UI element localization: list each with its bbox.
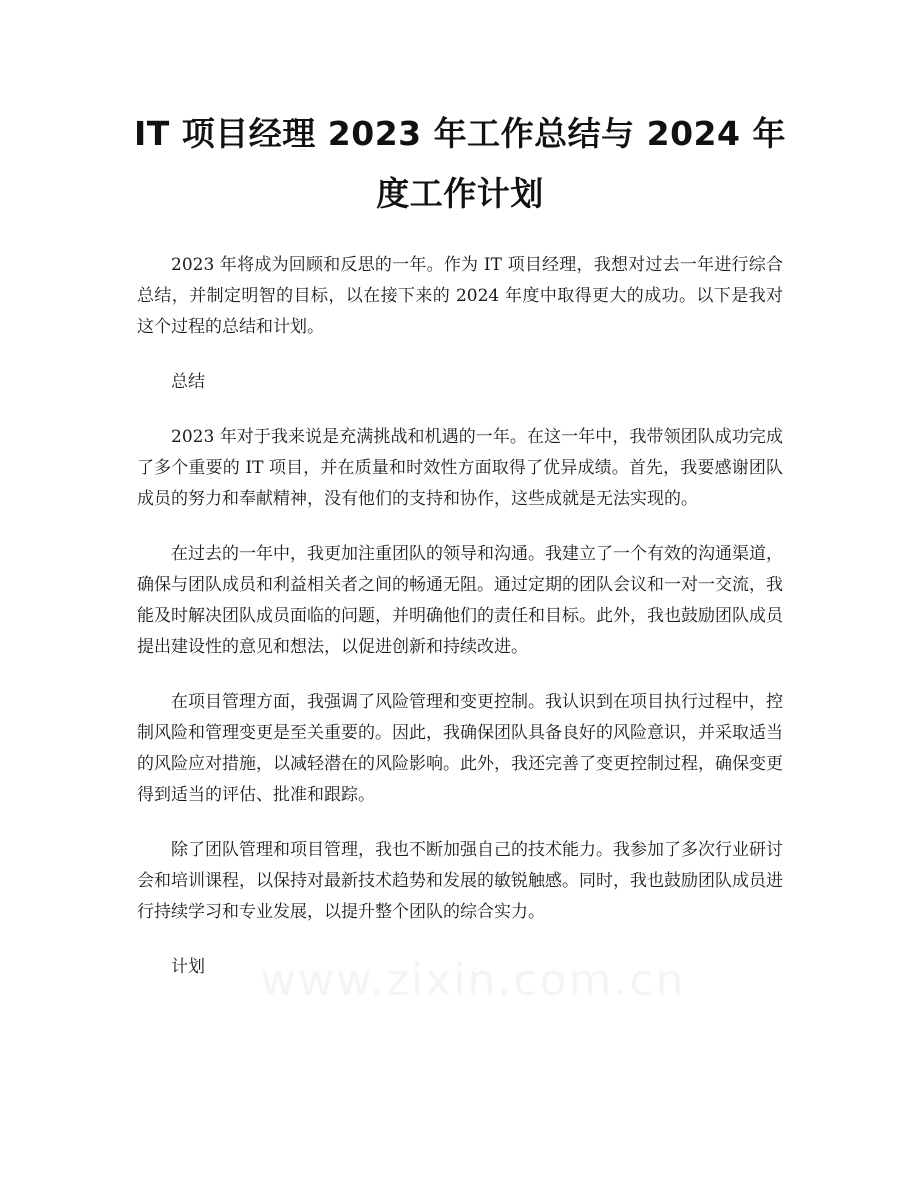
document-body — [137, 250, 783, 1007]
intro-paragraph: 2023 年将成为回顾和反思的一年。作为 IT 项目经理，我想对过去一年进行综合总结，并制定明智的目标，以在接下来的 2024 年度中取得更大的成功。以下是我对这个过程的总结和计划。 — [137, 255, 783, 337]
summary-paragraph-2: 在过去的一年中，我更加注重团队的领导和沟通。我建立了一个有效的沟通渠道，确保与团队成员和利益相关者之间的畅通无阻。通过定期的团队会议和一对一交流，我能及时解决团队成员面临的问题，并明确他们的责任和目标。此外，我也鼓励团队成员提出建设性的意见和想法，以促进创新和持续改进。 — [137, 544, 783, 657]
summary-paragraph-4: 除了团队管理和项目管理，我也不断加强自己的技术能力。我参加了多次行业研讨会和培训课程，以保持对最新技术趋势和发展的敏锐触感。同时，我也鼓励团队成员进行持续学习和专业发展，以提升整个团队的综合实力。 — [137, 840, 783, 922]
page-title: IT 项目经理 2023 年工作总结与 2024 年度工作计划 — [134, 114, 786, 213]
section-heading-summary: 总结 — [171, 372, 205, 392]
summary-paragraph-3: 在项目管理方面，我强调了风险管理和变更控制。我认识到在项目执行过程中，控制风险和管理变更是至关重要的。因此，我确保团队具备良好的风险意识，并采取适当的风险应对措施，以减轻潜在的风险影响。此外，我还完善了变更控制过程，确保变更得到适当的评估、批准和跟踪。 — [137, 692, 783, 805]
summary-paragraph-1: 2023 年对于我来说是充满挑战和机遇的一年。在这一年中，我带领团队成功完成了多个重要的 IT 项目，并在质量和时效性方面取得了优异成绩。首先，我要感谢团队成员的努力和奉献精神，没有他们的支持和协作，这些成就是无法实现的。 — [137, 427, 783, 509]
section-heading-plan: 计划 — [171, 957, 205, 977]
